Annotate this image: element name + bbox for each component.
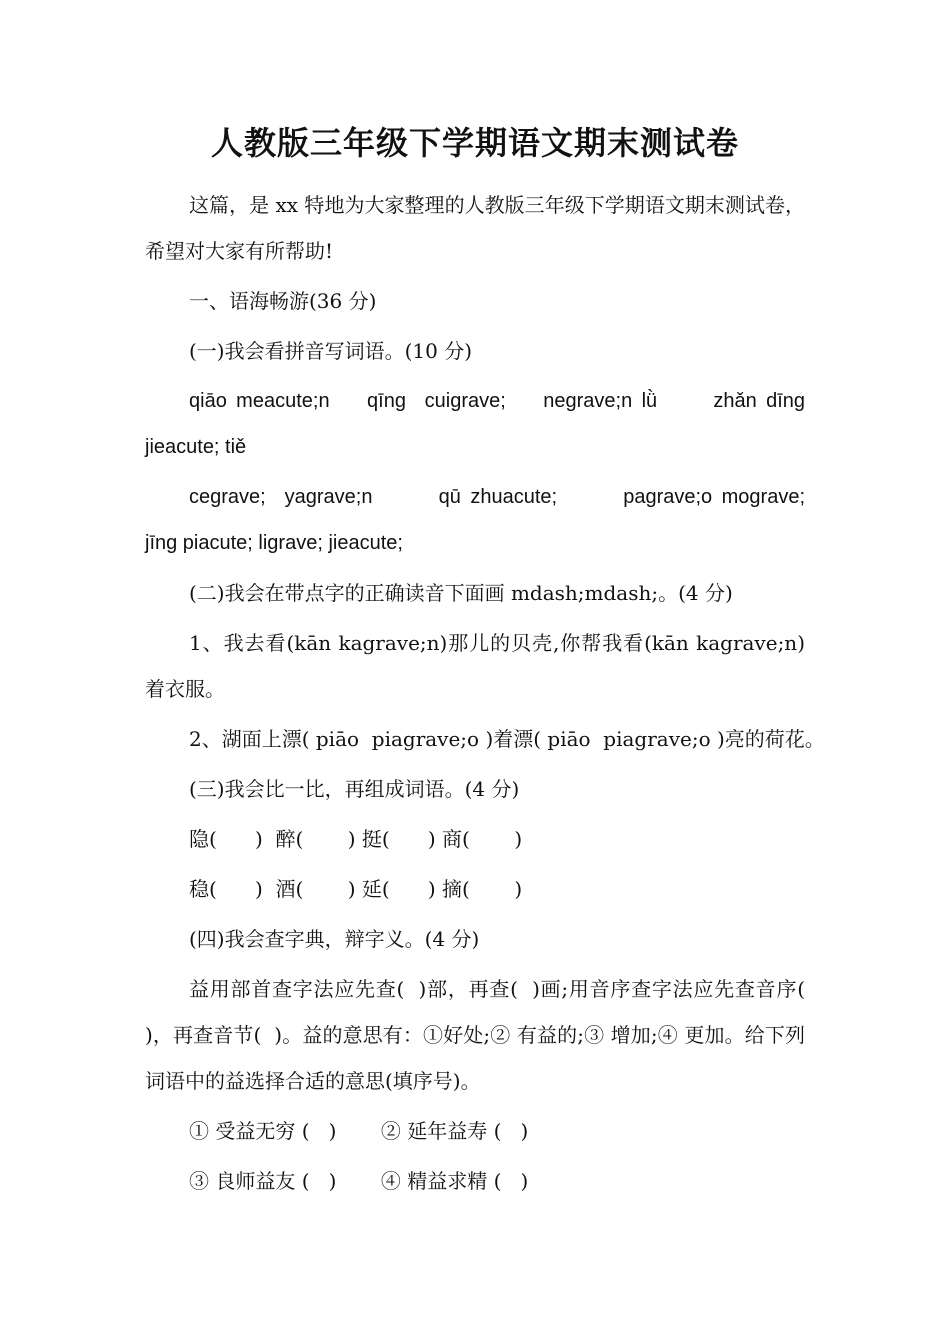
question-heading-3: (三)我会比一比，再组成词语。(4 分) <box>189 777 520 801</box>
question-4-options-2: ③ 良师益友 ( ) ④ 精益求精 ( ) <box>189 1169 529 1193</box>
question-heading-2: (二)我会在带点字的正确读音下面画 mdash;mdash;。(4 分) <box>189 581 733 605</box>
question-heading-1: (一)我会看拼音写词语。(10 分) <box>189 339 473 363</box>
question-3-row-2: 稳( ) 酒( ) 延( ) 摘( ) <box>189 877 523 901</box>
question-3-row-1: 隐( ) 醉( ) 挺( ) 商( ) <box>189 827 523 851</box>
question-heading-4: (四)我会查字典，辩字义。(4 分) <box>189 927 480 951</box>
intro-paragraph: 这篇，是 xx 特地为大家整理的人教版三年级下学期语文期末测试卷，希望对大家有所帮助! <box>145 193 805 263</box>
document-body <box>145 182 856 1208</box>
document-title: 人教版三年级下学期语文期末测试卷 <box>210 124 739 162</box>
question-4-options-1: ① 受益无穷 ( ) ② 延年益寿 ( ) <box>189 1119 529 1143</box>
pinyin-line-1: qiāo meacute;n qīng cuigrave; negrave;n lǜ zhǎn dīng jieacute; tiě <box>145 390 811 458</box>
section-heading-1: 一、语海畅游(36 分) <box>189 289 377 313</box>
question-2-item-2: 2、湖面上漂( piāo piagrave;o )着漂( piāo piagrave;o )亮的荷花。 <box>189 727 825 751</box>
question-2-item-1: 1、我去看(kān kagrave;n)那儿的贝壳,你帮我看(kān kagrave;n)着衣服。 <box>145 631 805 701</box>
pinyin-line-2: cegrave; yagrave;n qū zhuacute; pagrave;o mograve; jīng piacute; ligrave; jieacute; <box>145 486 856 554</box>
question-4-text: 益用部首查字法应先查( )部，再查( )画;用音序查字法应先查音序( )，再查音节( )。益的意思有：①好处;② 有益的;③ 增加;④ 更加。给下列词语中的益选择合适的意思(填序号)。 <box>145 977 818 1093</box>
